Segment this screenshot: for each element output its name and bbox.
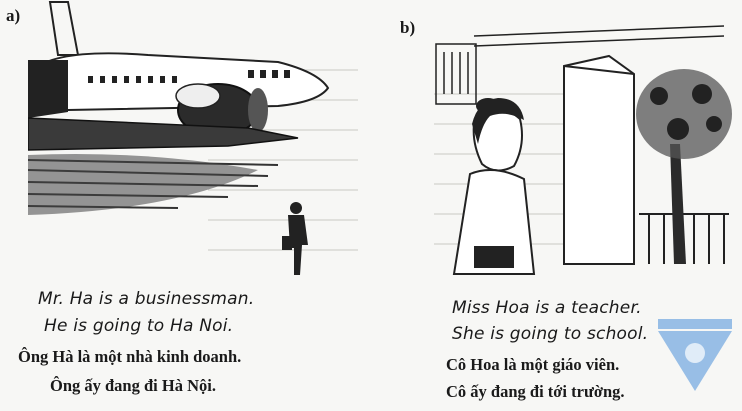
caption-en-line1-a: Mr. Ha is a businessman. bbox=[38, 289, 255, 309]
caption-en-line2-a: He is going to Ha Noi. bbox=[44, 316, 234, 336]
panel-label-b: b) bbox=[400, 18, 416, 37]
caption-vi-line2-b: Cô ấy đang đi tới trường. bbox=[446, 382, 625, 401]
watermark-logo-icon bbox=[654, 313, 736, 395]
panel-b bbox=[372, 0, 742, 411]
caption-vi-line1-a: Ông Hà là một nhà kinh doanh. bbox=[18, 347, 242, 366]
caption-vi-line1-b: Cô Hoa là một giáo viên. bbox=[446, 355, 620, 374]
airplane-illustration bbox=[28, 0, 368, 282]
caption-vi-line2-a: Ông ấy đang đi Hà Nội. bbox=[50, 376, 216, 395]
caption-en-line2-b: She is going to school. bbox=[452, 324, 649, 344]
panel-label-a: a) bbox=[6, 6, 21, 25]
school-illustration bbox=[434, 24, 734, 286]
caption-en-line1-b: Miss Hoa is a teacher. bbox=[452, 298, 642, 318]
